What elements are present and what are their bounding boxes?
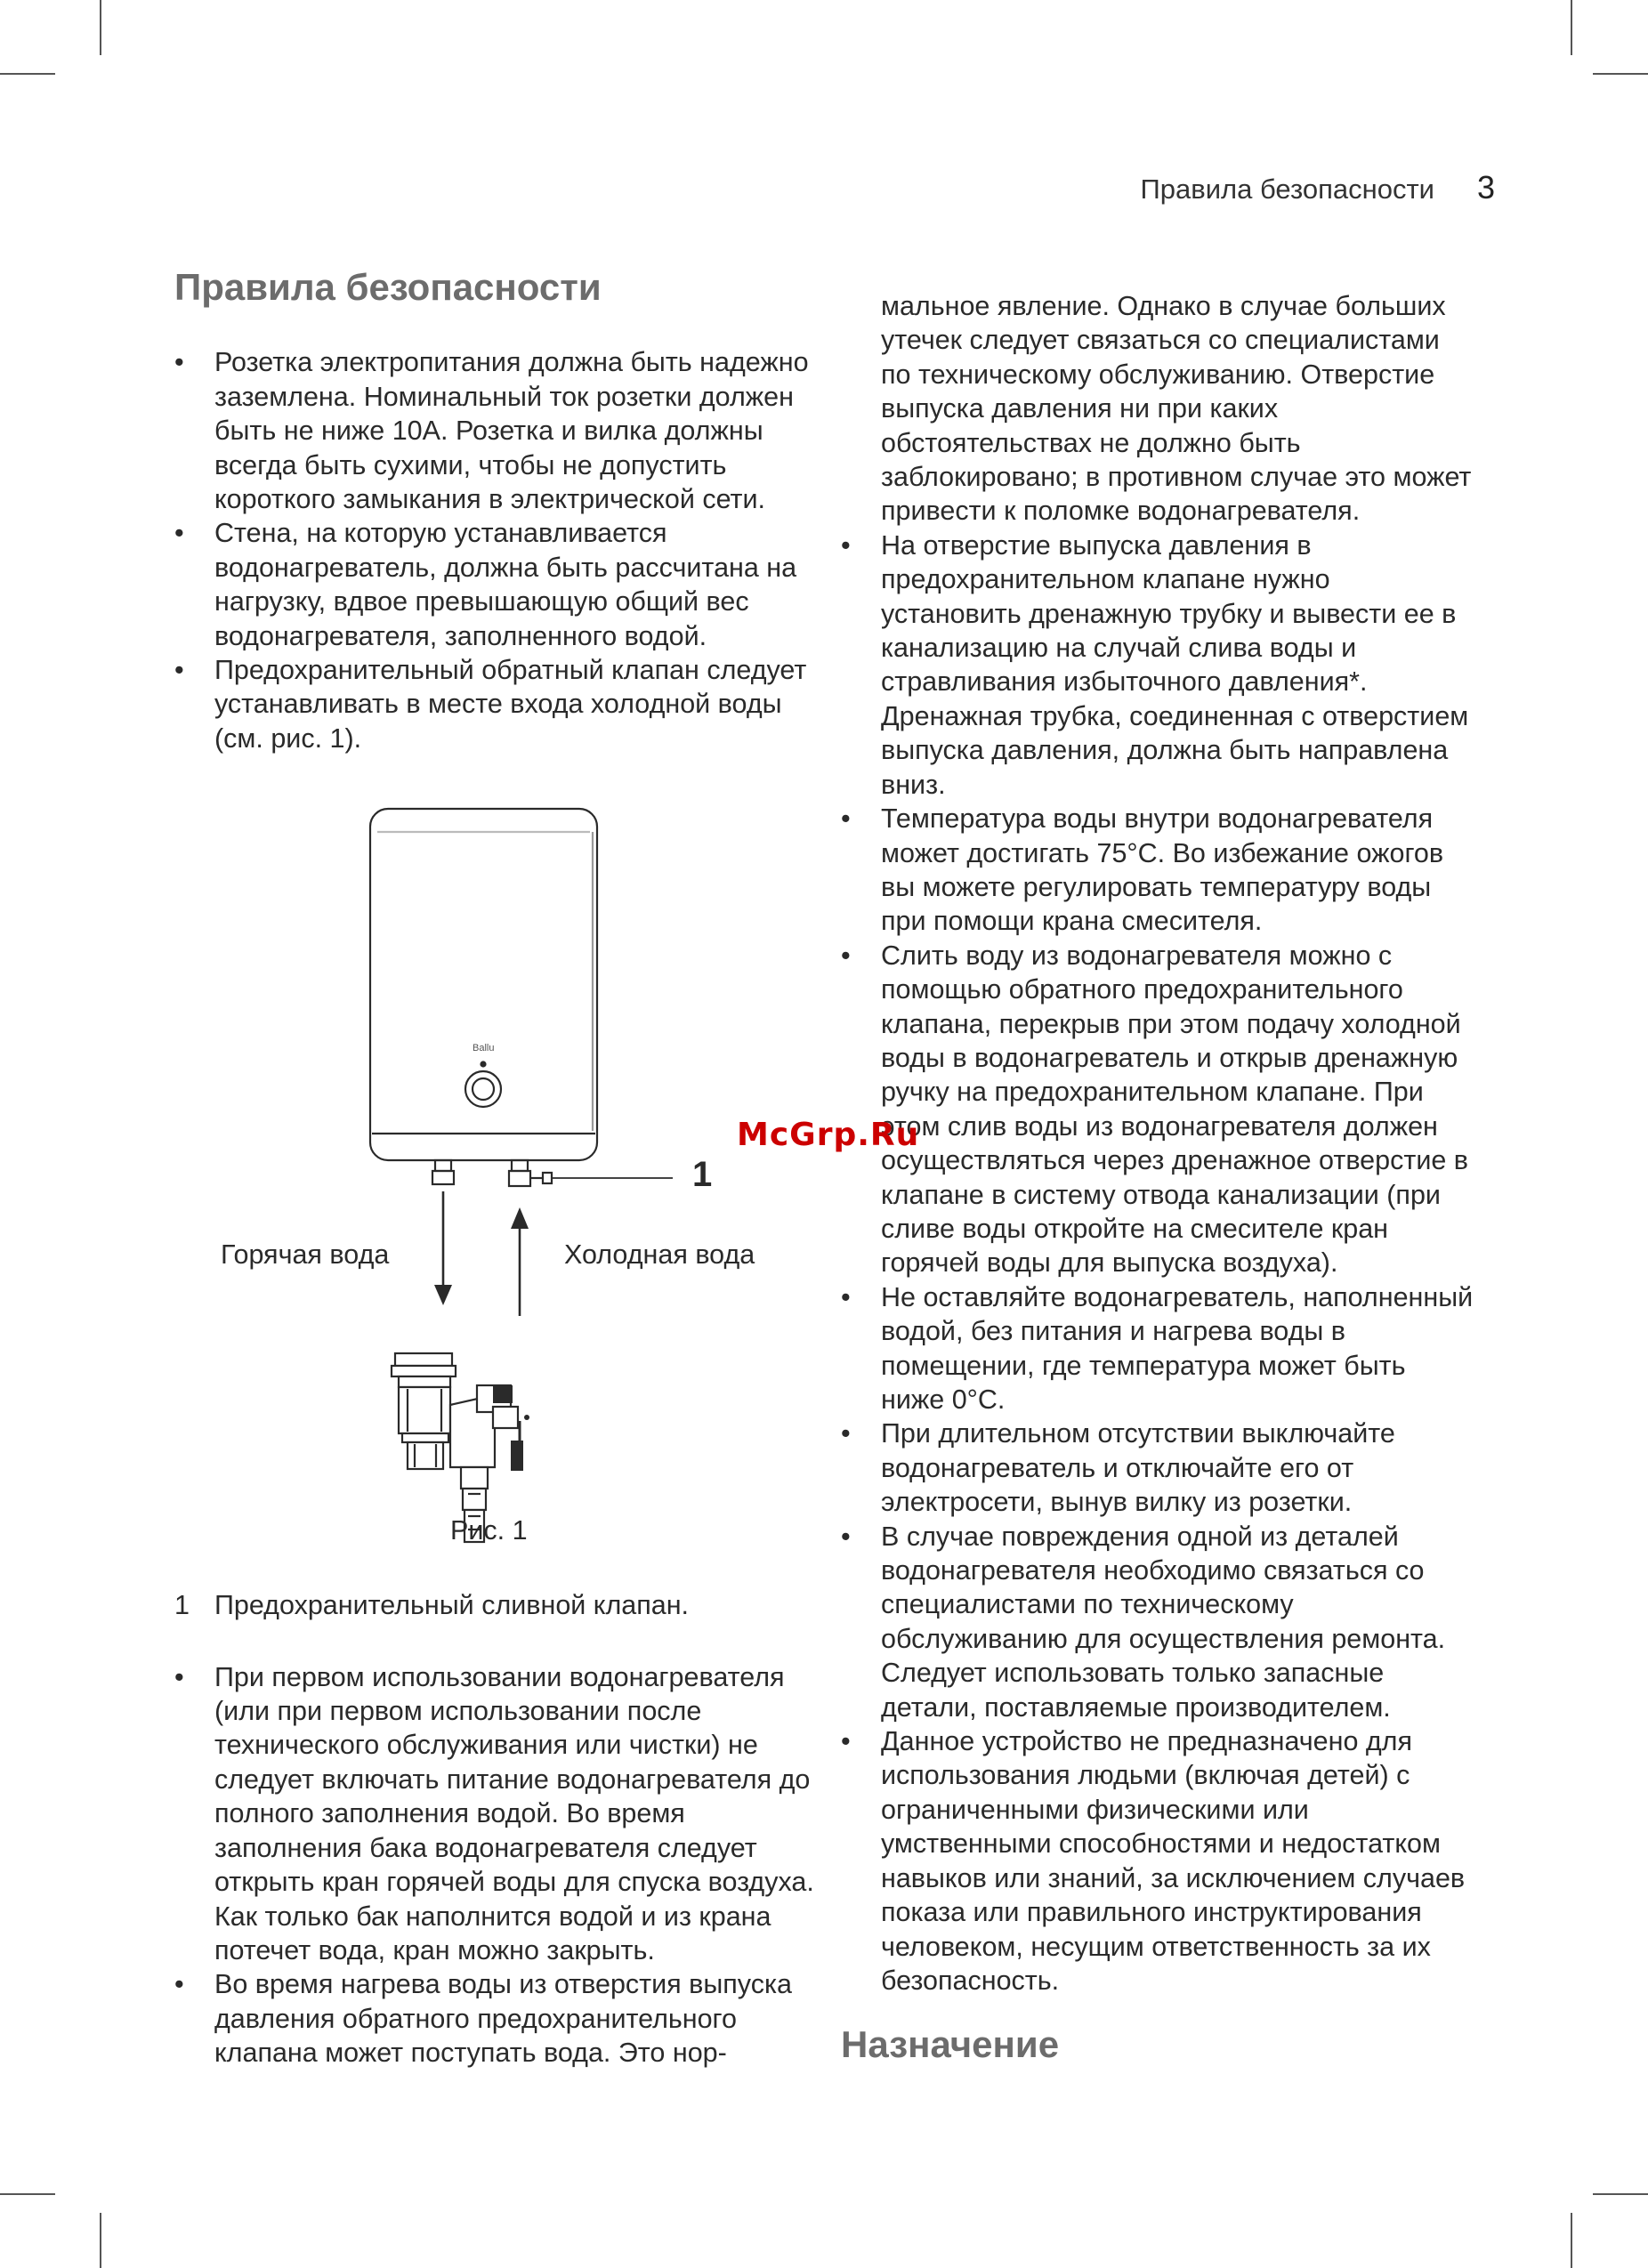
running-header	[1141, 169, 1496, 206]
thermostat-knob	[465, 1071, 501, 1107]
crop-mark	[1571, 0, 1572, 55]
hot-water-label: Горячая вода	[221, 1239, 390, 1271]
list-item: • При длительном отсутствии выключайте водонагреватель и отключайте его от электросети, вынув вилку из розетки.	[841, 1416, 1474, 1519]
list-item: • Во время нагрева воды из отверстия выпуска давления обратного предохранительного клапана может поступать вода. Это нор-	[174, 1967, 815, 2070]
list-item: • При первом использовании водонагревателя (или при первом использовании после технического обслуживания или чистки) не следует включать питание водонагревателя до полного заполнения водой. Во время заполнения бака водонагревателя следует открыть кран горячей воды для спуска воздуха. Как только бак наполнится водой и из крана потечет вода, кран можно закрыть.	[174, 1660, 815, 1968]
list-item: • Предохранительный обратный клапан следует устанавливать в месте входа холодной воды (см. рис. 1).	[174, 653, 815, 755]
legend-text: Предохранительный сливной клапан.	[214, 1590, 690, 1621]
crop-mark	[0, 2193, 55, 2195]
list-item: • Стена, на которую устанавливается водонагреватель, должна быть рассчитана на нагрузку, вдвое превышающую общий вес водонагревателя, заполненного водой.	[174, 516, 815, 653]
legend-number: 1	[174, 1590, 190, 1621]
section-title-safety: Правила безопасности	[174, 266, 602, 308]
list-item: • Розетка электропитания должна быть надежно заземлена. Номинальный ток розетки должен быть не ниже 10А. Розетка и вилка должны всегда быть сухими, чтобы не допустить короткого замыкания в электрической сети.	[174, 345, 815, 516]
figure-1	[174, 791, 815, 1574]
continued-paragraph: мальное явление. Однако в случае больших утечек следует связаться со специалистами по техническому обслуживанию. Отверстие выпуска давления ни при каких обстоятельствах не должно быть заблокировано; в противном случае это может привести к поломке водонагревателя.	[881, 291, 1472, 527]
crop-mark	[1571, 2213, 1572, 2268]
section-title-purpose: Назначение	[841, 2023, 1060, 2066]
crop-mark	[1593, 73, 1648, 75]
crop-mark	[100, 0, 101, 55]
cold-water-arrow	[511, 1207, 529, 1229]
water-heater-diagram	[174, 791, 815, 1574]
running-header-title: Правила безопасности	[1140, 174, 1434, 205]
safety-list-top	[174, 345, 815, 755]
left-column	[174, 265, 815, 2070]
page-number: 3	[1476, 169, 1495, 206]
figure-caption: Рис. 1	[450, 1515, 528, 1546]
safety-list-bottom	[174, 1660, 815, 2070]
list-item: • Слить воду из водонагревателя можно с помощью обратного предохранительного клапана, перекрыв при этом подачу холодной воды в водонагреватель и открыв дренажную ручку на предохранительном клапане. При этом слив воды из водонагревателя должен осуществляться через дренажное отверстие в клапане в систему отвода канализации (при сливе воды откройте на смесителе кран горячей воды для выпуска воздуха).	[841, 939, 1474, 1280]
right-column	[841, 289, 1474, 2068]
cold-water-label: Холодная вода	[564, 1239, 755, 1271]
watermark: McGrp.Ru	[737, 1117, 920, 1153]
figure-legend	[174, 1588, 815, 1622]
crop-mark	[1593, 2193, 1648, 2195]
hot-water-arrow	[434, 1285, 452, 1305]
crop-mark	[100, 2213, 101, 2268]
brand-logo: Ballu	[473, 1043, 495, 1054]
list-item: • Температура воды внутри водонагревателя может достигать 75°С. Во избежание ожогов вы можете регулировать температуру воды при помощи крана смесителя.	[841, 802, 1474, 939]
list-item: • Данное устройство не предназначено для использования людьми (включая детей) с ограниченными физическими или умственными способностями и недостатком навыков или знаний, за исключением случаев показа или правильного инструктирования человеком, несущим ответственность за их безопасность.	[841, 1724, 1474, 1998]
list-item: • Не оставляйте водонагреватель, наполненный водой, без питания и нагрева воды в помещении, где температура может быть ниже 0°С.	[841, 1280, 1474, 1417]
list-item: • На отверстие выпуска давления в предохранительном клапане нужно установить дренажную трубку и вывести ее в канализацию на случай слива воды и стравливания избыточного давления*. Дренажная трубка, соединенная с отверстием выпуска давления, должна быть направлена вниз.	[841, 529, 1474, 802]
list-item: • В случае повреждения одной из деталей водонагревателя необходимо связаться со специалистами по техническому обслуживанию для осуществления ремонта. Следует использовать только запасные детали, поставляемые производителем.	[841, 1520, 1474, 1724]
crop-mark	[0, 73, 55, 75]
callout-number: 1	[692, 1155, 713, 1195]
safety-list-right	[841, 529, 1474, 1998]
